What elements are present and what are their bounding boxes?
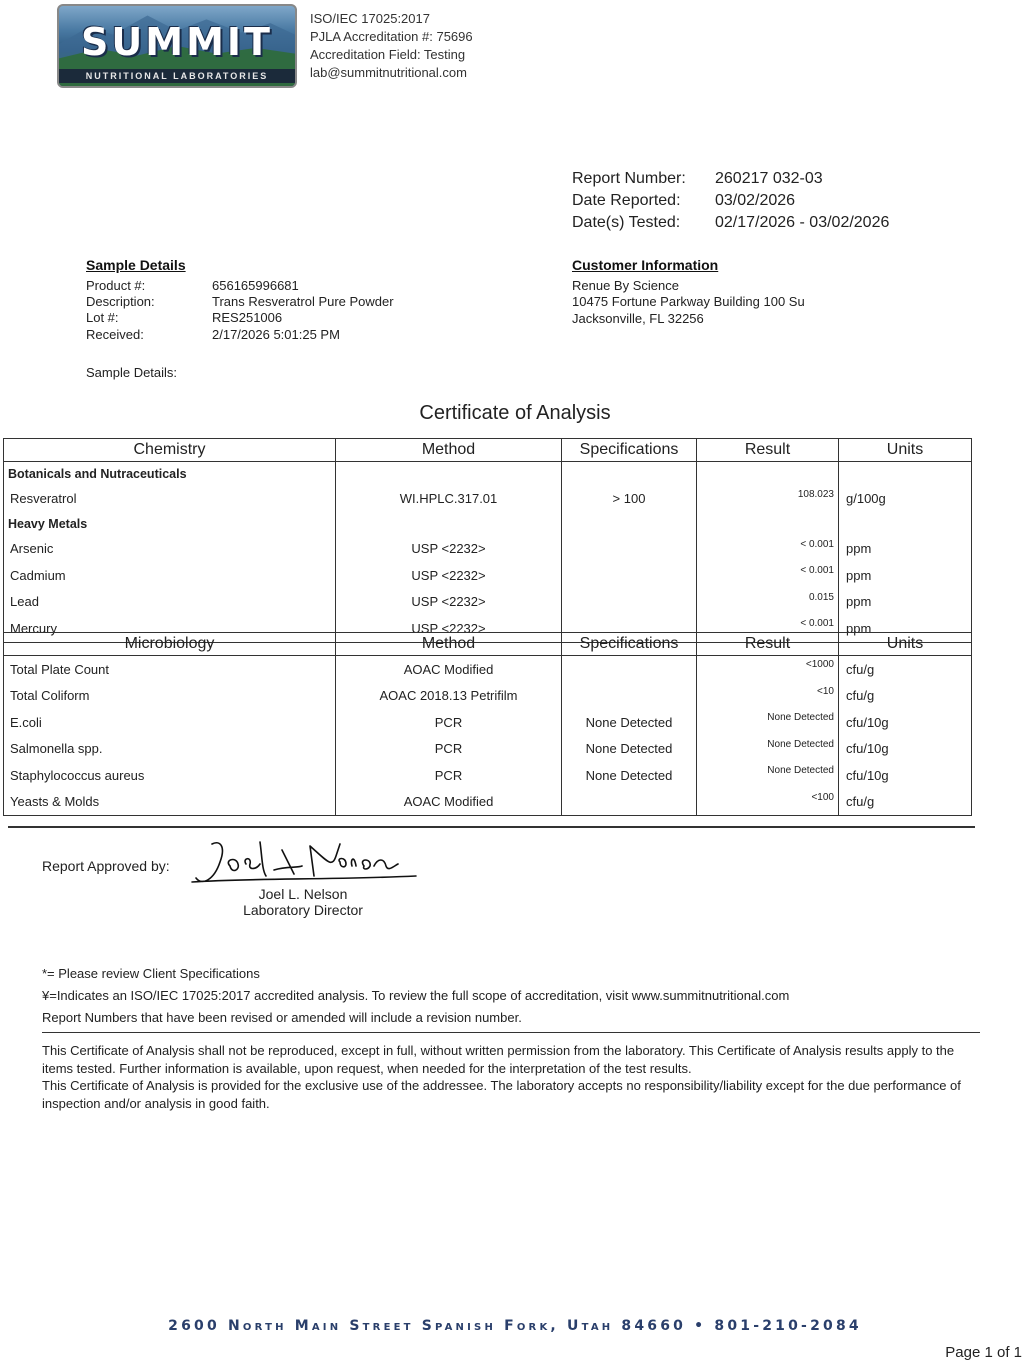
sample-details-label: Sample Details: xyxy=(86,365,178,380)
group-label: Botanicals and Nutraceuticals xyxy=(4,462,336,486)
analyte-spec xyxy=(562,536,697,563)
organism-result: <10 xyxy=(697,683,839,710)
received-value: 2/17/2026 5:01:25 PM xyxy=(212,327,340,342)
page-number: Page 1 of 1 xyxy=(945,1344,1022,1361)
col-header-result: Result xyxy=(697,439,839,462)
analyte-result: 108.023 xyxy=(697,486,839,513)
approver-title: Laboratory Director xyxy=(243,902,363,918)
organism-spec xyxy=(562,789,697,816)
note-accredited: ¥=Indicates an ISO/IEC 17025:2017 accredited analysis. To review the full scope of accreditation, visit www.summitnutritional.com xyxy=(42,988,790,1003)
report-number: 260217 032-03 xyxy=(715,170,823,187)
divider xyxy=(8,826,975,828)
analyte-result: < 0.001 xyxy=(697,562,839,589)
analyte-name: Lead xyxy=(4,589,336,616)
col-header-specifications: Specifications xyxy=(562,439,697,462)
organism-units: cfu/10g xyxy=(839,709,972,736)
group-row-botanicals xyxy=(4,462,972,486)
date-reported: 03/02/2026 xyxy=(715,192,796,209)
analyte-units: ppm xyxy=(839,562,972,589)
table-row xyxy=(4,656,972,683)
analyte-method: WI.HPLC.317.01 xyxy=(336,486,562,513)
customer-address-line1: 10475 Fortune Parkway Building 100 Su xyxy=(572,294,805,309)
organism-result: <100 xyxy=(697,789,839,816)
col-header-units: Units xyxy=(839,633,972,656)
analyte-name: Cadmium xyxy=(4,562,336,589)
accreditation-standard: ISO/IEC 17025:2017 xyxy=(310,11,430,26)
organism-name: E.coli xyxy=(4,709,336,736)
chemistry-header-row xyxy=(4,439,972,462)
analyte-name: Resveratrol xyxy=(4,486,336,513)
chemistry-table xyxy=(3,438,972,643)
organism-result: None Detected xyxy=(697,709,839,736)
col-header-result: Result xyxy=(697,633,839,656)
organism-name: Staphylococcus aureus xyxy=(4,762,336,789)
product-label: Product #: xyxy=(86,278,146,293)
organism-spec: None Detected xyxy=(562,709,697,736)
note-revisions: Report Numbers that have been revised or amended will include a revision number. xyxy=(42,1010,522,1025)
organism-method: PCR xyxy=(336,709,562,736)
analyte-result: < 0.001 xyxy=(697,615,839,642)
analyte-method: USP <2232> xyxy=(336,536,562,563)
analyte-units: g/100g xyxy=(839,486,972,513)
analyte-units: ppm xyxy=(839,615,972,642)
organism-spec: None Detected xyxy=(562,762,697,789)
description-value: Trans Resveratrol Pure Powder xyxy=(212,294,394,309)
analyte-units: ppm xyxy=(839,589,972,616)
table-row xyxy=(4,762,972,789)
analyte-method: USP <2232> xyxy=(336,562,562,589)
analyte-spec xyxy=(562,589,697,616)
disclaimer-paragraph: This Certificate of Analysis is provided for the exclusive use of the addressee. The laboratory accepts no responsibility/liability except for the due performance of inspection and/or analysis in good faith. xyxy=(42,1078,961,1111)
organism-result: <1000 xyxy=(697,656,839,683)
logo-brand-text: SUMMIT xyxy=(81,20,273,64)
table-row xyxy=(4,789,972,816)
table-row xyxy=(4,589,972,616)
table-row xyxy=(4,486,972,513)
table-row xyxy=(4,683,972,710)
signature-image xyxy=(190,836,422,892)
microbiology-table xyxy=(3,632,972,816)
organism-units: cfu/g xyxy=(839,656,972,683)
date-reported-label: Date Reported: xyxy=(572,192,681,209)
microbiology-header-row xyxy=(4,633,972,656)
organism-spec: None Detected xyxy=(562,736,697,763)
group-label: Heavy Metals xyxy=(4,512,336,536)
lot-label: Lot #: xyxy=(86,310,119,325)
organism-method: AOAC 2018.13 Petrifilm xyxy=(336,683,562,710)
col-header-method: Method xyxy=(336,439,562,462)
col-header-chemistry: Chemistry xyxy=(4,439,336,462)
certificate-title: Certificate of Analysis xyxy=(419,402,611,424)
organism-name: Total Plate Count xyxy=(4,656,336,683)
dates-tested-label: Date(s) Tested: xyxy=(572,214,681,231)
customer-address-line2: Jacksonville, FL 32256 xyxy=(572,311,704,326)
note-client-specs: *= Please review Client Specifications xyxy=(42,966,260,981)
organism-units: cfu/10g xyxy=(839,736,972,763)
organism-units: cfu/g xyxy=(839,683,972,710)
description-label: Description: xyxy=(86,294,155,309)
footer-address: 2600 North Main Street Spanish Fork, Utah 84660 • 801-210-2084 xyxy=(168,1318,862,1334)
lab-email: lab@summitnutritional.com xyxy=(310,65,467,80)
col-header-specifications: Specifications xyxy=(562,633,697,656)
organism-units: cfu/10g xyxy=(839,762,972,789)
approver-name: Joel L. Nelson xyxy=(258,886,348,902)
organism-name: Yeasts & Molds xyxy=(4,789,336,816)
logo-tagline: NUTRITIONAL LABORATORIES xyxy=(59,69,295,83)
disclaimer xyxy=(42,1042,972,1112)
table-row xyxy=(4,709,972,736)
col-header-method: Method xyxy=(336,633,562,656)
lot-value: RES251006 xyxy=(212,310,283,325)
analyte-result: < 0.001 xyxy=(697,536,839,563)
dates-tested: 02/17/2026 - 03/02/2026 xyxy=(715,214,890,231)
analyte-name: Mercury xyxy=(4,615,336,642)
accreditation-field: Accreditation Field: Testing xyxy=(310,47,466,62)
summit-logo xyxy=(57,4,297,88)
analyte-spec xyxy=(562,562,697,589)
analyte-method: USP <2232> xyxy=(336,615,562,642)
organism-spec xyxy=(562,656,697,683)
analyte-units: ppm xyxy=(839,536,972,563)
received-label: Received: xyxy=(86,327,144,342)
customer-info-title: Customer Information xyxy=(572,257,719,273)
table-row xyxy=(4,562,972,589)
col-header-microbiology: Microbiology xyxy=(4,633,336,656)
organism-method: AOAC Modified xyxy=(336,656,562,683)
col-header-units: Units xyxy=(839,439,972,462)
organism-name: Salmonella spp. xyxy=(4,736,336,763)
organism-result: None Detected xyxy=(697,736,839,763)
analyte-spec: > 100 xyxy=(562,486,697,513)
report-number-label: Report Number: xyxy=(572,170,686,187)
analyte-name: Arsenic xyxy=(4,536,336,563)
table-row xyxy=(4,736,972,763)
divider xyxy=(42,1032,980,1033)
table-row xyxy=(4,536,972,563)
sample-details-title: Sample Details xyxy=(86,257,186,273)
disclaimer-paragraph: This Certificate of Analysis shall not be reproduced, except in full, without written permission from the laboratory. This Certificate of Analysis results apply to the items tested. Further information is available, upon request, when needed for the interpretation of the test results. xyxy=(42,1043,955,1076)
analyte-method: USP <2232> xyxy=(336,589,562,616)
analyte-result: 0.015 xyxy=(697,589,839,616)
approved-by-label: Report Approved by: xyxy=(42,858,170,874)
accreditation-number: PJLA Accreditation #: 75696 xyxy=(310,29,473,44)
customer-name: Renue By Science xyxy=(572,278,679,293)
product-number: 656165996681 xyxy=(212,278,299,293)
organism-name: Total Coliform xyxy=(4,683,336,710)
organism-spec xyxy=(562,683,697,710)
organism-result: None Detected xyxy=(697,762,839,789)
group-row-heavy-metals xyxy=(4,512,972,536)
organism-units: cfu/g xyxy=(839,789,972,816)
organism-method: AOAC Modified xyxy=(336,789,562,816)
organism-method: PCR xyxy=(336,736,562,763)
organism-method: PCR xyxy=(336,762,562,789)
